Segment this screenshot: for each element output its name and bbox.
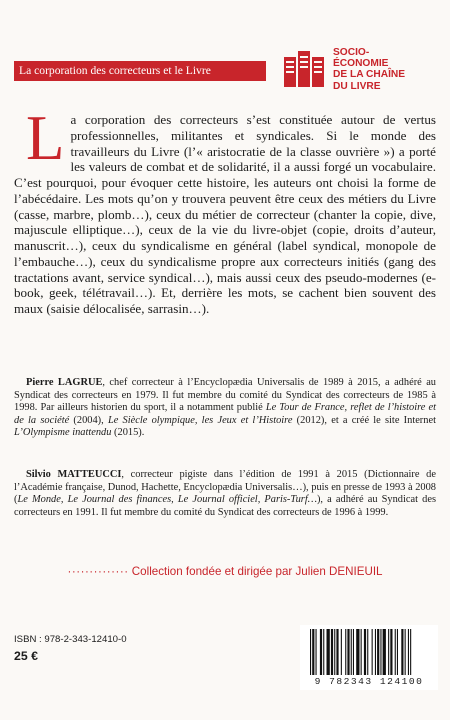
collection-line — [14, 564, 436, 580]
series-line: SOCIO- — [333, 47, 370, 58]
series-name — [333, 47, 405, 92]
author-name: Pierre LAGRUE — [26, 377, 103, 388]
summary-paragraph — [14, 103, 436, 317]
book-title: Le Siècle olympique, les Jeux et l’Histoire — [107, 414, 293, 426]
series-line: DU LIVRE — [333, 80, 381, 92]
barcode — [300, 625, 438, 690]
website-title: L’Olympisme inattendu — [14, 427, 112, 439]
series-logo — [283, 47, 433, 95]
dotted-ornament: ·············· — [67, 565, 129, 578]
author-bio-matteucci: Silvio MATTEUCCI, correcteur pigiste dans l’édition de 1991 à 2015 (Dictionnaire de l’Académie française, Dunod, Hachette, Encyclopædia Universalis…), puis en presse de 1993 à 2008 (Le Monde, Le Journal des finances, Le Journal officiel, Paris-Turf…), a adhéré au Syndicat des correcteurs en 1991. Il fut membre du comité du Syndicat des correcteurs de 1996 à 1999. — [14, 469, 436, 518]
publication-list: Le Monde, Le Journal des finances, Le Journal officiel, Paris-Turf… — [17, 494, 317, 506]
book-title-banner: La corporation des correcteurs et le Livre — [14, 61, 266, 81]
collection-text: Collection fondée et dirigée par Julien DENIEUIL — [131, 565, 383, 578]
price: 25 € — [14, 649, 38, 663]
series-line: DE LA CHAÎNE — [333, 69, 406, 81]
barcode-digits: 9 782343 124100 — [314, 676, 424, 687]
summary-text: a corporation des correcteurs s’est constituée autour de vertus professionnelles, militantes et syndicales. Si le monde des travailleurs du Livre (l’« aristocratie de la classe ouvrière ») a porté les valeurs de combat et de solidarité, il a aussi forgé un vocabulaire. C’est pourquoi, pour évoquer cette histoire, les auteurs ont choisi la forme de l’abécédaire. Les mots qu’on y trouvera peuvent être ceux des métiers du Livre (casse, marbre, plomb…), ceux du métier de correcteur (chanter la copie, dive, majuscule elliptique…), ceux de la vie du livre-objet (copie, droits d’auteur, manuscrit…), ceux du syndicalisme en général (label syndical, monopole de l’embauche…), ceux du syndicalisme propre aux correcteurs initiés (gang des tractations avant, service syndical…), mais aussi ceux des pseudo-modernes (e-book, geek, télétravail…). Et, derrière les mots, se cachent bien souvent des maux (saisie délocalisée, sarrasin…). — [14, 112, 436, 316]
isbn: ISBN : 978-2-343-12410-0 — [14, 634, 127, 645]
author-bio-lagrue: Pierre LAGRUE, chef correcteur à l’Encyclopædia Universalis de 1989 à 2015, a adhéré au Syndicat des correcteurs en 1979. Il fut membre du comité du Syndicat des correcteurs de 1985 à 1998. Par ailleurs historien du sport, il a notamment publié Le Tour de France, reflet de l’histoire et de la société (2004), Le Siècle olympique, les Jeux et l’Histoire (2012), et a créé le site Internet L’Olympisme inattendu (2015). — [14, 377, 437, 439]
stacked-books-icon — [283, 47, 327, 91]
series-line: ÉCONOMIE — [333, 58, 389, 70]
author-name: Silvio MATTEUCCI — [26, 469, 122, 480]
book-title: Le Tour de France, reflet de l’histoire et de la société — [14, 402, 436, 426]
drop-cap: L — [26, 103, 65, 173]
barcode-bars — [300, 625, 438, 677]
